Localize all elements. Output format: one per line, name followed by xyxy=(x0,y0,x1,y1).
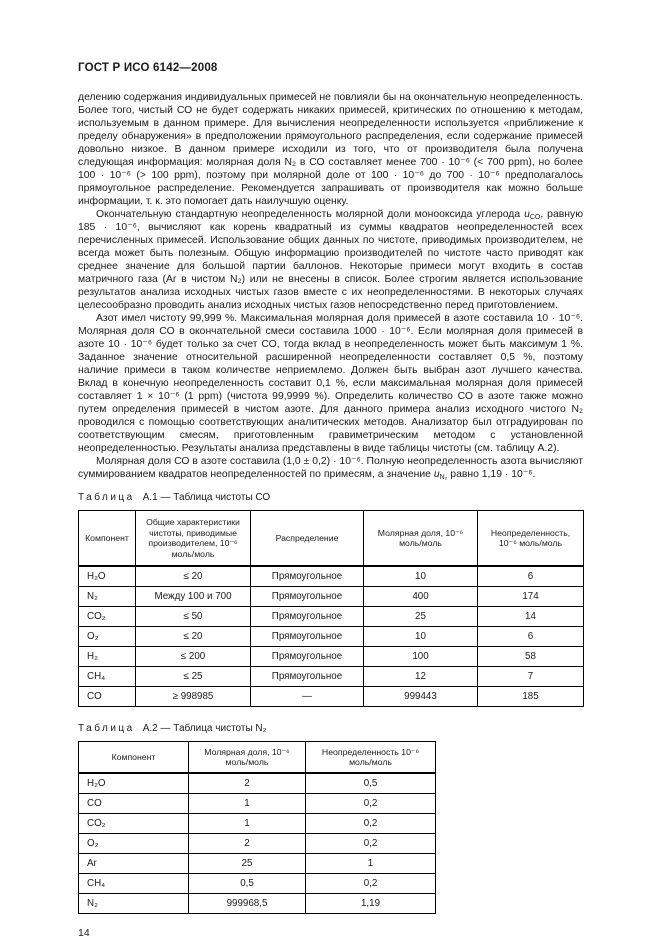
table-cell: 10 xyxy=(364,627,478,647)
table-cell: 1 xyxy=(306,854,436,874)
table-cell: H₂O xyxy=(79,773,189,794)
table-cell: CO xyxy=(79,687,136,707)
table-cell: CO₂ xyxy=(79,607,136,627)
table-cell: 0,2 xyxy=(306,874,436,894)
table-cell: H₂O xyxy=(79,566,136,587)
table-cell: Прямоугольное xyxy=(251,647,364,667)
table-cell: 25 xyxy=(189,854,306,874)
table-cell: — xyxy=(251,687,364,707)
table-cell: CH₄ xyxy=(79,874,189,894)
table-a2-title xyxy=(78,723,583,735)
col-header: Компонент xyxy=(79,511,136,567)
table-cell: 10 xyxy=(364,566,478,587)
table-cell: ≥ 998985 xyxy=(136,687,251,707)
table-cell: 400 xyxy=(364,587,478,607)
running-header: ГОСТ Р ИСО 6142—2008 xyxy=(78,62,218,74)
table-cell: Ar xyxy=(79,854,189,874)
table-a1-label: Таблица xyxy=(78,492,135,503)
table-cell: 1 xyxy=(189,814,306,834)
table-a1-title xyxy=(78,492,583,504)
table-cell: ≤ 20 xyxy=(136,566,251,587)
table-cell: 7 xyxy=(478,667,584,687)
body-text xyxy=(78,91,583,481)
table-row xyxy=(79,566,584,587)
table-cell: 999968,5 xyxy=(189,894,306,914)
col-header: Общие характеристики чистоты, приводимые производителем, 10⁻⁶ моль/моль xyxy=(136,511,251,567)
table-a1-header-row xyxy=(79,511,584,567)
table-a2-header-row xyxy=(79,742,436,774)
paragraph-2: Окончательную стандартную неопределенность молярной доли монооксида углерода $u_{CO}$, равную 185 · 10⁻⁶, вычисляют как корень квадратный из суммы квадратов неопределенностей всех перечисленных примесей. Использование общих данных по чистоте, приводимых производителем, не всегда может быть полезным. Общую информацию производителей по чистоте часто приводят как среднее значение для большой партии баллонов. Некоторые примеси могут входить в состав матричного газа (Ar в чистом N₂) или не внесены в список. Более строгим является использование результатов анализа исходных чистых газов вместе с их неопределенностями. В некоторых случаях целесообразно проводить анализ исходных чистых газов непосредственно перед приготовлением. xyxy=(78,209,583,311)
table-cell: CH₄ xyxy=(79,667,136,687)
table-cell: N₂ xyxy=(79,894,189,914)
page-number: 14 xyxy=(78,927,90,936)
table-cell: 0,2 xyxy=(306,814,436,834)
table-row xyxy=(79,587,584,607)
col-header: Молярная доля, 10⁻⁶ моль/моль xyxy=(189,742,306,774)
col-header: Распределение xyxy=(251,511,364,567)
table-cell: 174 xyxy=(478,587,584,607)
col-header: Неопределенность, 10⁻⁶ моль/моль xyxy=(478,511,584,567)
table-cell: 100 xyxy=(364,647,478,667)
table-cell: 1,19 xyxy=(306,894,436,914)
paragraph-1: делению содержания индивидуальных примесей не повлияли бы на окончательную неопределенность. Более того, чистый СО не будет содержать никаких примесей, критических по отношению к методам, используемым в данном примере. Для вычисления неопределенности используется «приближение к пределу обнаружения» в предположении прямоугольного распределения, если содержание примесей довольно низкое. В данном примере исходили из того, что от производителя была получена следующая информация: молярная доля N₂ в СО составляет менее 700 · 10⁻⁶ (< 700 ppm), но более 100 · 10⁻⁶ (> 100 ppm), поэтому при молярной доле от 100 · 10⁻⁶ до 700 · 10⁻⁶ предполагалось прямоугольное распределение. Рекомендуется запрашивать от производителя как можно больше информации, т. к. это помогает дать наилучшую оценку. xyxy=(78,92,583,207)
table-cell: Прямоугольное xyxy=(251,566,364,587)
table-cell: O₂ xyxy=(79,834,189,854)
table-row xyxy=(79,794,436,814)
table-cell: 0,2 xyxy=(306,794,436,814)
table-a1-caption: А.1 — Таблица чистоты СО xyxy=(142,492,271,503)
col-header: Компонент xyxy=(79,742,189,774)
table-row xyxy=(79,834,436,854)
table-cell: 2 xyxy=(189,834,306,854)
table-cell: N₂ xyxy=(79,587,136,607)
table-row xyxy=(79,874,436,894)
col-header: Молярная доля, 10⁻⁶ моль/моль xyxy=(364,511,478,567)
table-cell: ≤ 200 xyxy=(136,647,251,667)
paragraph-4: Молярная доля СО в азоте составила (1,0 ± 0,2) · 10⁻⁶. Полную неопределенность азота вычисляют суммированием квадратов неопределенностей по примесям, а значение $u_{N_2}$ равно 1,19 · 10⁻⁶. xyxy=(78,456,583,481)
table-cell: CO xyxy=(79,794,189,814)
table-cell: Между 100 и 700 xyxy=(136,587,251,607)
table-cell: 0,5 xyxy=(306,773,436,794)
table-row xyxy=(79,667,584,687)
table-row xyxy=(79,894,436,914)
table-cell: 185 xyxy=(478,687,584,707)
paragraph-3: Азот имел чистоту 99,999 %. Максимальная молярная доля примесей в азоте составила 10 · 10⁻⁶. Молярная доля СО в окончательной смеси составила 1000 · 10⁻⁶. Если молярная доля примесей в азоте 10 · 10⁻⁶ будет только за счет СО, тогда вклад в неопределенность может быть максимум 1 %. Заданное значение относительной расширенной неопределенности составляет 0,5 %, поэтому наличие примеси в таком количестве неприемлемо. Должен быть выбран азот лучшего качества. Вклад в конечную неопределенность составит 0,1 %, если максимальная молярная доля примесей составляет 1 × 10⁻⁶ (1 ppm) (чистота 99,9999 %). Определить количество СО в азоте также можно путем определения примесей в чистом азоте. Для данного примера анализ исходного чистого N₂ проводился с помощью соответствующих аналитических методов. Анализатор был отградуирован по соответствующим смесям, приготовленным гравиметрическим методом с установленной неопределенностью. Результаты анализа представлены в виде таблицы чистоты (см. таблицу А.2). xyxy=(78,313,583,454)
table-cell: CO₂ xyxy=(79,814,189,834)
table-cell: ≤ 20 xyxy=(136,627,251,647)
table-cell: 2 xyxy=(189,773,306,794)
table-cell: 0,2 xyxy=(306,834,436,854)
table-a2-caption: А.2 — Таблица чистоты N₂ xyxy=(142,723,267,734)
table-a2-label: Таблица xyxy=(78,723,135,734)
col-header: Неопределенность 10⁻⁶ моль/моль xyxy=(306,742,436,774)
table-row xyxy=(79,773,436,794)
table-cell: O₂ xyxy=(79,627,136,647)
table-cell: 0,5 xyxy=(189,874,306,894)
table-row xyxy=(79,607,584,627)
table-a2 xyxy=(78,741,436,914)
table-cell: ≤ 25 xyxy=(136,667,251,687)
table-cell: 1 xyxy=(189,794,306,814)
table-cell: Прямоугольное xyxy=(251,667,364,687)
table-cell: Прямоугольное xyxy=(251,587,364,607)
table-cell: 999443 xyxy=(364,687,478,707)
table-row xyxy=(79,647,584,667)
table-a1 xyxy=(78,510,584,707)
table-cell: H₂ xyxy=(79,647,136,667)
table-cell: 14 xyxy=(478,607,584,627)
table-row xyxy=(79,627,584,647)
table-cell: 58 xyxy=(478,647,584,667)
table-cell: Прямоугольное xyxy=(251,627,364,647)
table-cell: 6 xyxy=(478,627,584,647)
table-row xyxy=(79,854,436,874)
table-cell: 6 xyxy=(478,566,584,587)
table-row xyxy=(79,687,584,707)
table-cell: ≤ 50 xyxy=(136,607,251,627)
table-cell: Прямоугольное xyxy=(251,607,364,627)
table-cell: 12 xyxy=(364,667,478,687)
table-cell: 25 xyxy=(364,607,478,627)
table-row xyxy=(79,814,436,834)
